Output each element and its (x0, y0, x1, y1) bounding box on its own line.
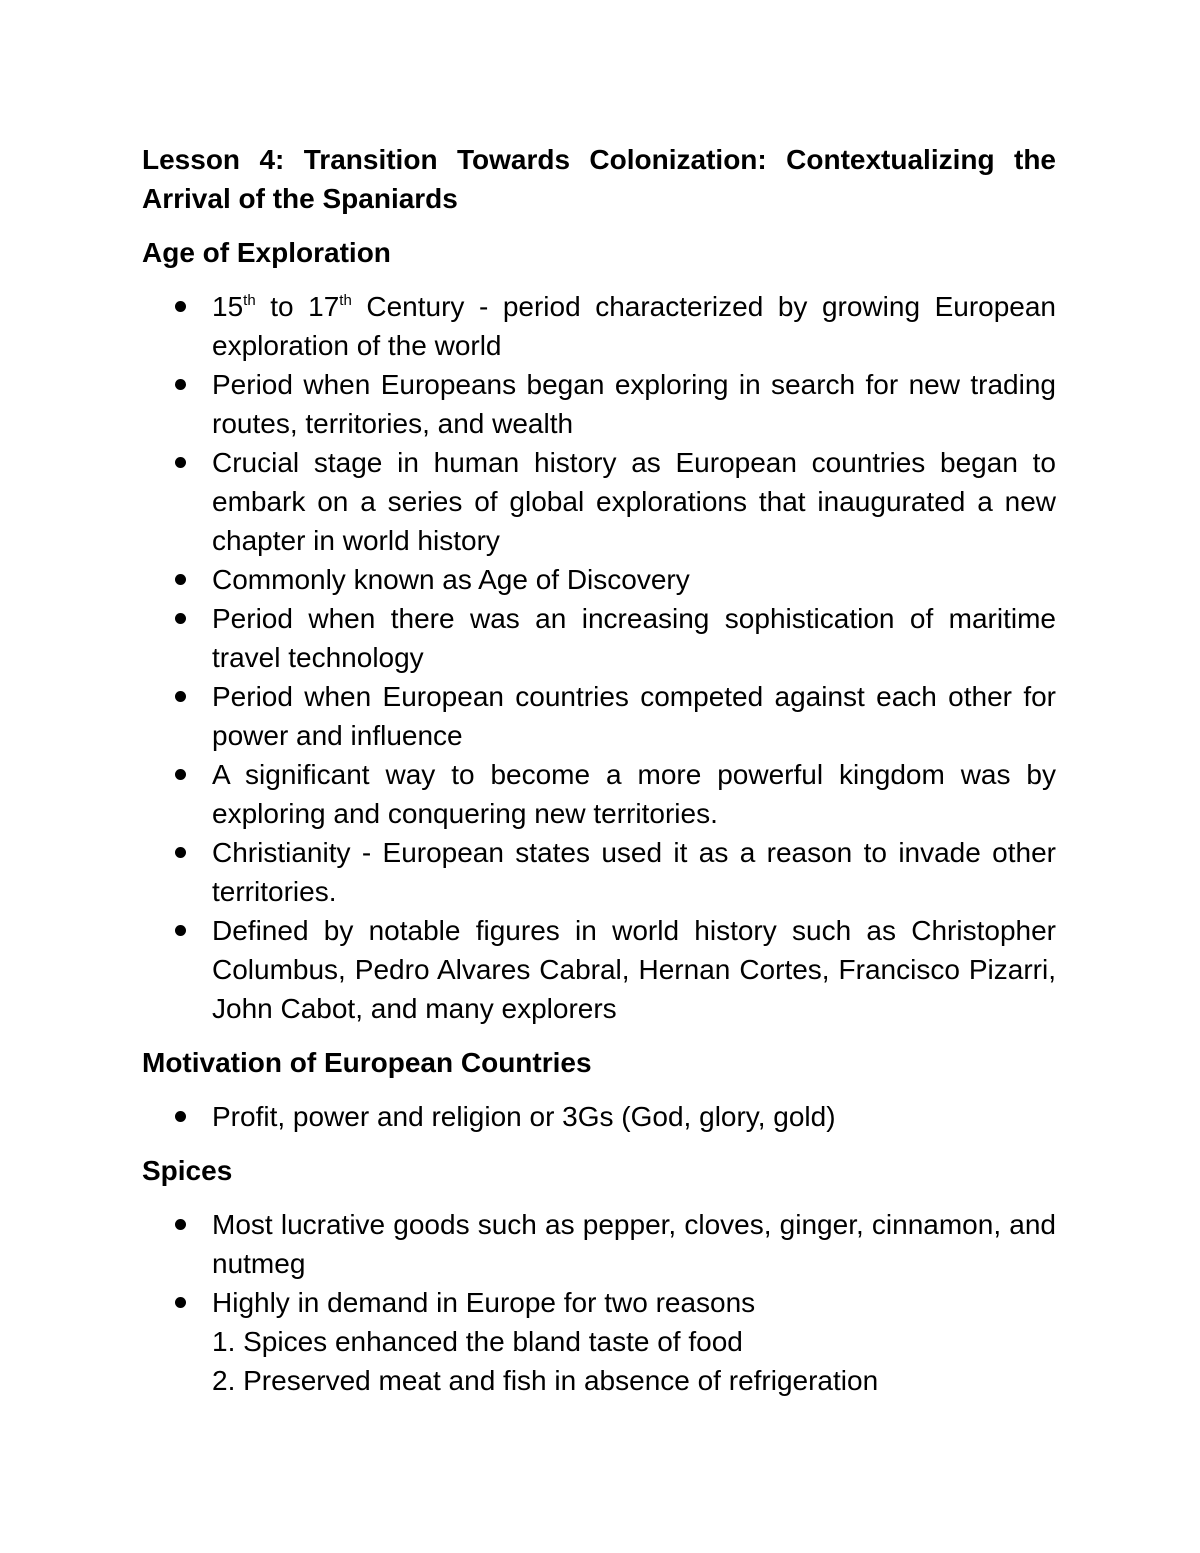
bullet-icon (175, 925, 186, 936)
century-end: to 17 (255, 291, 340, 322)
bullet-icon (175, 769, 186, 780)
list-item (142, 1097, 1056, 1136)
bullet-icon (175, 379, 186, 390)
list-item-text: Commonly known as Age of Discovery (212, 564, 690, 595)
heading-motivation: Motivation of European Countries (142, 1047, 592, 1078)
list-item (142, 443, 1056, 560)
document-page (142, 140, 1056, 1400)
list-item-text: Crucial stage in human history as European countries began to embark on a series of global explorations that inaugurated a new chapter in world history (212, 447, 1056, 556)
numbered-subitem: 2. Preserved meat and fish in absence of refrigeration (212, 1365, 879, 1396)
list-item-text: Christianity - European states used it as a reason to invade other territories. (212, 837, 1056, 907)
bullet-icon (175, 1111, 186, 1122)
spices-list (142, 1205, 1056, 1400)
bullet-icon (175, 847, 186, 858)
list-item-text: A significant way to become a more powerful kingdom was by exploring and conquering new territories. (212, 759, 1056, 829)
heading-age-of-exploration: Age of Exploration (142, 237, 391, 268)
list-item (142, 833, 1056, 911)
numbered-subitem: 1. Spices enhanced the bland taste of food (212, 1326, 743, 1357)
list-item-text: Period when there was an increasing sophistication of maritime travel technology (212, 603, 1056, 673)
heading-spices: Spices (142, 1155, 233, 1186)
list-item-text: Period when Europeans began exploring in search for new trading routes, territories, and wealth (212, 369, 1056, 439)
list-item (142, 911, 1056, 1028)
bullet-icon (175, 457, 186, 468)
list-item (142, 1205, 1056, 1283)
list-item-text: Highly in demand in Europe for two reasons (212, 1287, 756, 1318)
superscript: th (339, 292, 352, 309)
list-item-text: Most lucrative goods such as pepper, cloves, ginger, cinnamon, and nutmeg (212, 1209, 1056, 1279)
list-item (142, 677, 1056, 755)
list-item (142, 560, 1056, 599)
bullet-icon (175, 574, 186, 585)
superscript: th (243, 292, 256, 309)
list-item (142, 755, 1056, 833)
list-item (142, 599, 1056, 677)
bullet-icon (175, 691, 186, 702)
motivation-list (142, 1097, 1056, 1136)
list-item (142, 1283, 1056, 1400)
list-item-text: Century - period characterized by growing European exploration of the world (212, 291, 1057, 361)
bullet-icon (175, 1219, 186, 1230)
list-item (142, 365, 1056, 443)
bullet-icon (175, 613, 186, 624)
list-item-text: Period when European countries competed against each other for power and influence (212, 681, 1056, 751)
list-item-text: Defined by notable figures in world history such as Christopher Columbus, Pedro Alvares Cabral, Hernan Cortes, Francisco Pizarri, John Cabot, and many explorers (212, 915, 1056, 1024)
century-start: 15 (212, 291, 244, 322)
list-item (142, 287, 1056, 365)
lesson-title: Lesson 4: Transition Towards Colonization: Contextualizing the Arrival of the Spaniards (142, 144, 1056, 214)
age-of-exploration-list (142, 287, 1056, 1028)
bullet-icon (175, 301, 186, 312)
bullet-icon (175, 1297, 186, 1308)
list-item-text: Profit, power and religion or 3Gs (God, glory, gold) (212, 1101, 836, 1132)
